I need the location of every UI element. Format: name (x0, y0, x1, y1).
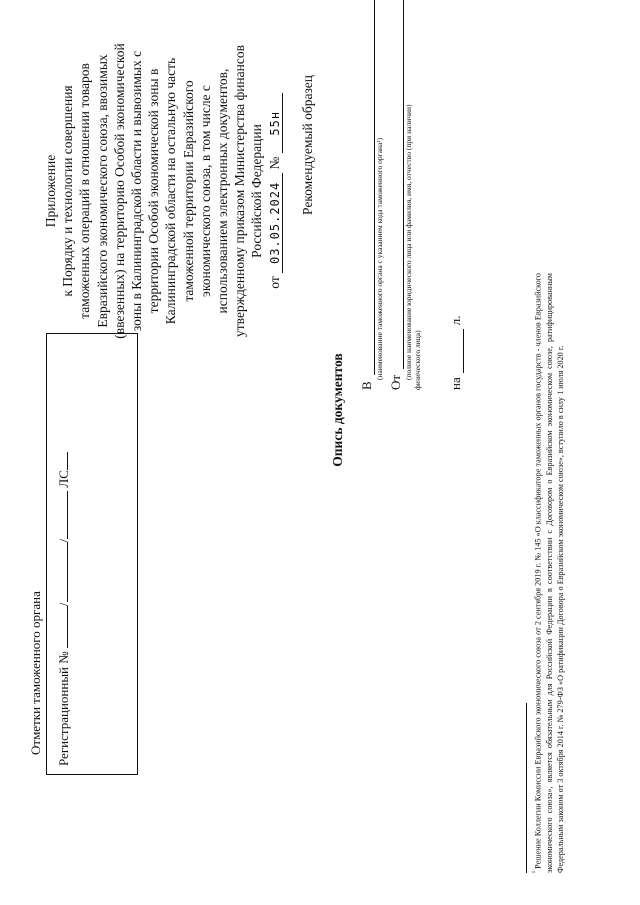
appendix-line: таможенных операций в отношении товаров (77, 63, 93, 319)
address-block (355, 0, 464, 390)
appendix-line: Евразийского экономического союза, ввозимых (94, 54, 110, 328)
registration-suffix: ЛС (56, 470, 71, 488)
footnote-text: Решение Коллегии Комиссии Евразийского экономического союза от 2 сентября 2019 г. № 145 «О классификаторе таможенных органов государств - членов Евразийского экономического союза», является обязательным для Российской Федерации в соответствии с Договором о Евразийском экономическом союзе, ратифицированным Федеральным законом от 3 октября 2014 г. № 279-ФЗ «О ратификации Договора о Евразийском экономическом союзе», вступило в силу 1 июля 2020 г. (533, 273, 565, 873)
number-prefix: № (266, 156, 282, 170)
to-row (355, 0, 375, 390)
sheets-suffix: л. (448, 315, 463, 326)
appendix-line: территории Особой экономической зоны в (146, 68, 162, 314)
footnote-marker: ¹ (532, 870, 539, 873)
footnote (530, 273, 566, 873)
appendix-line: утвержденному приказом Министерства финансов (232, 45, 248, 337)
from-note: (полное наименование юридического лица или фамилия, имя, отчество (при наличии) (404, 104, 413, 380)
customs-marks-header: Отметки таможенного органа (28, 591, 43, 755)
appendix-line: зоны в Калининградской области и вывозимых с (129, 50, 145, 332)
to-note: (наименование таможенного органа с указанием кода таможенного органа¹) (375, 137, 384, 380)
appendix-line: Калининградской области на остальную часть (163, 57, 179, 325)
to-field[interactable] (360, 0, 375, 375)
order-date: 03.05.2024 (269, 173, 283, 273)
appendix-line: использованием электронных документов, (215, 68, 231, 314)
reg-seq-field[interactable] (55, 491, 68, 539)
from-note-continued: физического лица) (413, 330, 422, 390)
reg-suffix-field[interactable] (55, 452, 68, 470)
registration-number-line: Регистрационный № // ЛС (55, 452, 72, 766)
order-number: 55н (269, 93, 283, 153)
appendix-line: Приложение (43, 154, 58, 228)
appendix-line: экономического союза, в том числе с (197, 85, 213, 297)
customs-code-field[interactable] (55, 606, 68, 648)
appendix-header (42, 17, 283, 365)
registration-label: Регистрационный № (56, 651, 71, 766)
appendix-line: к Порядку и технологии совершения (60, 85, 76, 297)
recommended-sample-label: Рекомендуемый образец (300, 75, 315, 216)
from-label: От (388, 374, 403, 390)
appendix-line: таможенной территории Евразийского (180, 80, 196, 302)
sheets-prefix: на (448, 377, 463, 390)
footnote-rule (526, 703, 527, 873)
order-date-line (266, 17, 283, 365)
appendix-line: Российской Федерации (249, 124, 265, 258)
appendix-line: (ввезенных) на территорию Особой экономической (111, 43, 127, 339)
reg-date-field[interactable] (55, 542, 68, 602)
customs-marks-box (46, 333, 138, 775)
document-title: Опись документов (330, 353, 345, 467)
from-field[interactable] (389, 0, 404, 369)
sheets-count-field[interactable] (451, 329, 464, 373)
date-prefix: от (266, 276, 282, 289)
to-label: В (359, 381, 374, 390)
sheets-row (448, 0, 464, 390)
from-row (384, 0, 404, 390)
